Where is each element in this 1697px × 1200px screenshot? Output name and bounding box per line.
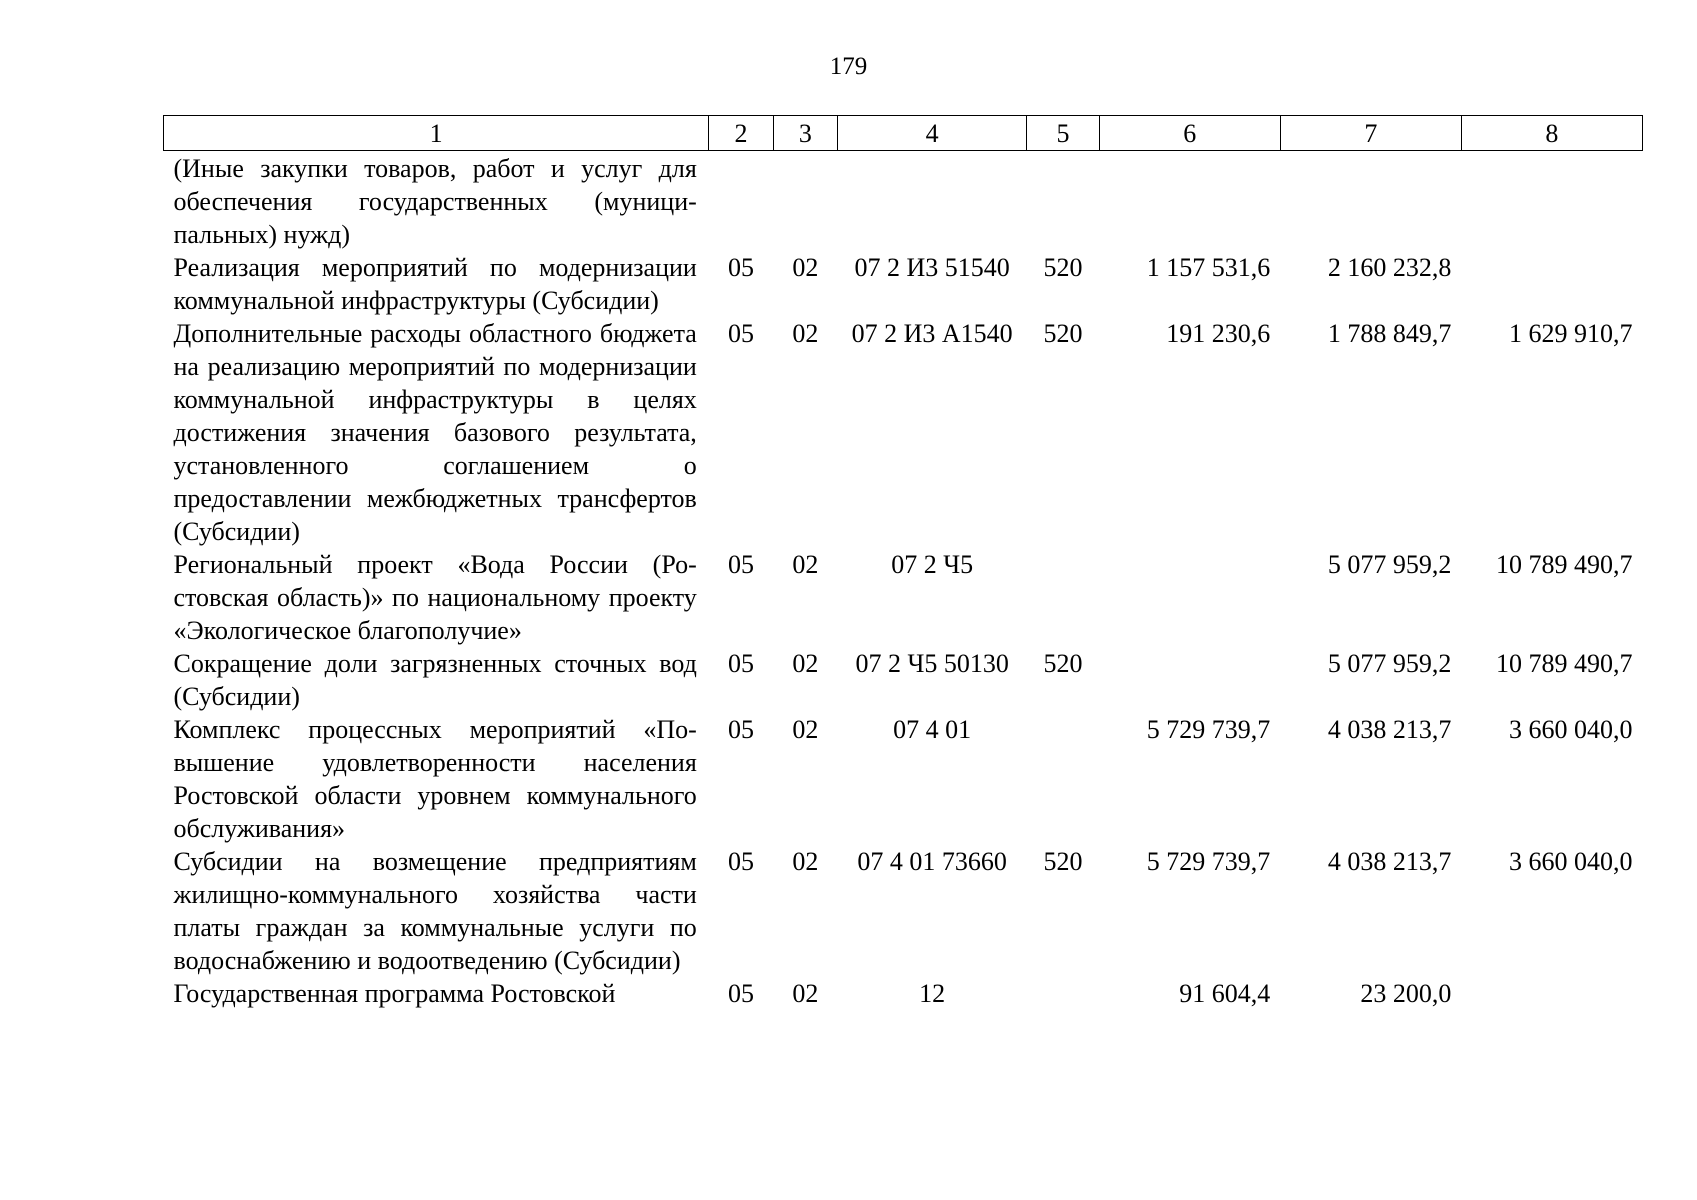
section-code: 05 <box>728 253 754 282</box>
amount-col-8 <box>1461 977 1642 1010</box>
amount-col-6 <box>1099 151 1280 252</box>
column-header: 6 <box>1099 116 1280 151</box>
amount-col-6: 191 230,6 <box>1166 319 1271 348</box>
amount-col-8: 1 629 910,7 <box>1509 319 1633 348</box>
subsection-code: 02 <box>792 253 819 282</box>
expense-type-code: 520 <box>1043 847 1083 876</box>
expense-type-code <box>1027 548 1099 647</box>
target-article-code: 07 2 Ч5 50130 <box>855 649 1009 678</box>
subsection-code: 02 <box>792 319 819 348</box>
subsection-code <box>773 151 837 252</box>
amount-col-7: 1 788 849,7 <box>1327 319 1452 348</box>
section-code: 05 <box>728 715 754 744</box>
row-description: Реализация мероприятий по модернизации коммунальной инфраструктуры (Субсидии) <box>173 253 697 315</box>
section-code: 05 <box>728 847 754 876</box>
section-code <box>709 151 773 252</box>
amount-col-7: 23 200,0 <box>1360 979 1452 1008</box>
row-description: (Иные закупки товаров, работ и услуг для обеспечения государственных (муниципальных) нужд) <box>173 154 697 249</box>
amount-col-7: 5 077 959,2 <box>1327 550 1452 579</box>
target-article-code: 07 2 Ч5 <box>891 550 974 579</box>
amount-col-7: 4 038 213,7 <box>1327 847 1452 876</box>
expense-type-code: 520 <box>1043 319 1083 348</box>
subsection-code: 02 <box>792 649 819 678</box>
budget-table <box>163 115 1643 1010</box>
expense-type-code <box>1027 977 1099 1010</box>
amount-col-8: 3 660 040,0 <box>1509 715 1633 744</box>
expense-type-code: 520 <box>1043 253 1083 282</box>
amount-col-6: 5 729 739,7 <box>1146 715 1271 744</box>
amount-col-7: 4 038 213,7 <box>1327 715 1452 744</box>
target-article-code: 07 4 01 73660 <box>857 847 1007 876</box>
subsection-code: 02 <box>792 715 819 744</box>
column-header: 7 <box>1280 116 1461 151</box>
row-description: Сокращение доли загрязненных сточных вод (Субсидии) <box>173 649 697 711</box>
expense-type-code: 520 <box>1043 649 1083 678</box>
column-header: 3 <box>773 116 837 151</box>
target-article-code: 07 2 И3 А1540 <box>851 319 1013 348</box>
column-header: 2 <box>709 116 773 151</box>
table-row <box>164 647 1643 713</box>
column-header: 5 <box>1027 116 1099 151</box>
table-row <box>164 151 1643 252</box>
section-code: 05 <box>728 550 754 579</box>
subsection-code: 02 <box>792 979 819 1008</box>
target-article-code <box>838 151 1027 252</box>
section-code: 05 <box>728 649 754 678</box>
subsection-code: 02 <box>792 847 819 876</box>
amount-col-6: 5 729 739,7 <box>1146 847 1271 876</box>
table-row <box>164 977 1643 1010</box>
amount-col-8 <box>1461 151 1642 252</box>
table-row <box>164 251 1643 317</box>
amount-col-7: 2 160 232,8 <box>1327 253 1452 282</box>
table-row <box>164 845 1643 977</box>
row-description: Субсидии на возмещение предприятиям жилищно-коммунального хозяйства части платы граждан за коммунальные услуги по водоснабжению и водоотведению (Субсидии) <box>173 847 697 975</box>
amount-col-6 <box>1099 548 1280 647</box>
section-code: 05 <box>728 979 754 1008</box>
row-description: Региональный проект «Вода России (Ростовская область)» по национальному проекту «Экологическое благополучие» <box>173 550 697 645</box>
amount-col-6 <box>1099 647 1280 713</box>
column-header: 4 <box>838 116 1027 151</box>
column-header: 1 <box>164 116 709 151</box>
table-row <box>164 713 1643 845</box>
subsection-code: 02 <box>792 550 819 579</box>
expense-type-code <box>1027 713 1099 845</box>
amount-col-8: 10 789 490,7 <box>1496 649 1633 678</box>
target-article-code: 07 2 И3 51540 <box>854 253 1010 282</box>
table-header-row <box>164 116 1643 151</box>
target-article-code: 12 <box>919 979 946 1008</box>
amount-col-8: 10 789 490,7 <box>1496 550 1633 579</box>
target-article-code: 07 4 01 <box>893 715 972 744</box>
row-description: Дополнительные расходы областного бюджета на реализацию мероприятий по модернизации коммунальной инфраструктуры в целях достижения значения базового результата, установленного соглашением о предоставлении межбюджетных трансфертов (Субсидии) <box>173 319 697 546</box>
table-row <box>164 317 1643 548</box>
table-row <box>164 548 1643 647</box>
amount-col-8: 3 660 040,0 <box>1509 847 1633 876</box>
amount-col-6: 1 157 531,6 <box>1146 253 1271 282</box>
row-description: Комплекс процессных мероприятий «Повышение удовлетворенности населения Ростовской области уровнем коммунального обслуживания» <box>173 715 697 843</box>
amount-col-8 <box>1461 251 1642 317</box>
amount-col-7: 5 077 959,2 <box>1327 649 1452 678</box>
page-number: 179 <box>829 53 868 80</box>
section-code: 05 <box>728 319 754 348</box>
column-header: 8 <box>1461 116 1642 151</box>
expense-type-code <box>1027 151 1099 252</box>
amount-col-6: 91 604,4 <box>1179 979 1271 1008</box>
amount-col-7 <box>1280 151 1461 252</box>
row-description: Государственная программа Ростовской <box>173 979 616 1008</box>
